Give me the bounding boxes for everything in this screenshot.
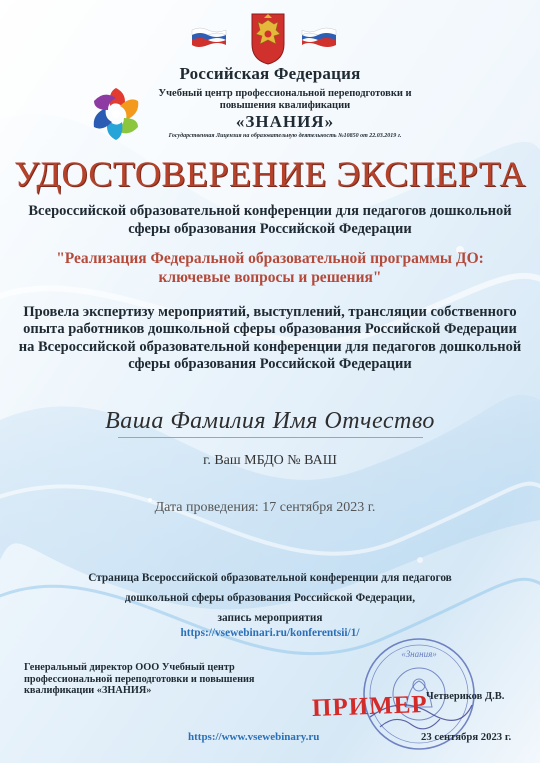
stamp-text: «Знания» xyxy=(401,649,437,659)
russian-flag-icon xyxy=(300,26,338,48)
conference-description: Всероссийской образовательной конференции для педагогов дошкольной сферы образования Российской Федерации xyxy=(28,203,512,237)
event-date: Дата проведения: 17 сентября 2023 г. xyxy=(154,500,376,515)
recipient-location: г. Ваш МБДО № ВАШ xyxy=(203,453,337,468)
signer-name: Четвериков Д.В. xyxy=(426,691,505,702)
sample-watermark: ПРИМЕР xyxy=(311,690,429,723)
name-underline xyxy=(118,437,423,438)
page-info-line: дошкольной сферы образования Российской Федерации, xyxy=(124,592,416,604)
conference-page-info xyxy=(40,568,500,628)
conference-topic: "Реализация Федеральной образовательной программы ДО: ключевые вопросы и решения" xyxy=(56,250,484,286)
expertise-description: Провела экспертизу мероприятий, выступлений, трансляции собственного опыта работников дошкольной сферы образования Российской Федерации на Всероссийской образовательной конференции для педагогов дошкольной сферы образования Российской Федерации xyxy=(18,304,522,373)
country-title: Российская Федерация xyxy=(179,64,361,83)
russian-flag-icon xyxy=(190,26,228,48)
znania-logo-icon xyxy=(85,83,147,145)
director-title: Генеральный директор ООО Учебный центр профессиональной переподготовки и повышения квалификации «ЗНАНИЯ» xyxy=(24,662,255,696)
page-info-line: Страница Всероссийской образовательной конференции для педагогов xyxy=(88,572,452,584)
conference-page-link[interactable]: https://vsewebinari.ru/konferentsii/1/ xyxy=(180,627,360,639)
coat-of-arms-icon xyxy=(236,10,300,66)
recipient-name: Ваша Фамилия Имя Отчество xyxy=(105,408,435,434)
training-center-name: Учебный центр профессиональной переподготовки и повышения квалификации xyxy=(158,88,412,111)
website-link[interactable]: https://www.vsewebinary.ru xyxy=(188,731,320,743)
issue-date: 23 сентября 2023 г. xyxy=(421,731,512,743)
license-text: Государственная Лицензия на образовательную деятельность №10850 от 22.03.2019 г. xyxy=(168,133,402,139)
certificate-title: УДОСТОВЕРЕНИЕ ЭКСПЕРТА xyxy=(14,154,526,194)
organization-name: «ЗНАНИЯ» xyxy=(235,112,335,131)
page-info-line: запись мероприятия xyxy=(217,612,323,624)
